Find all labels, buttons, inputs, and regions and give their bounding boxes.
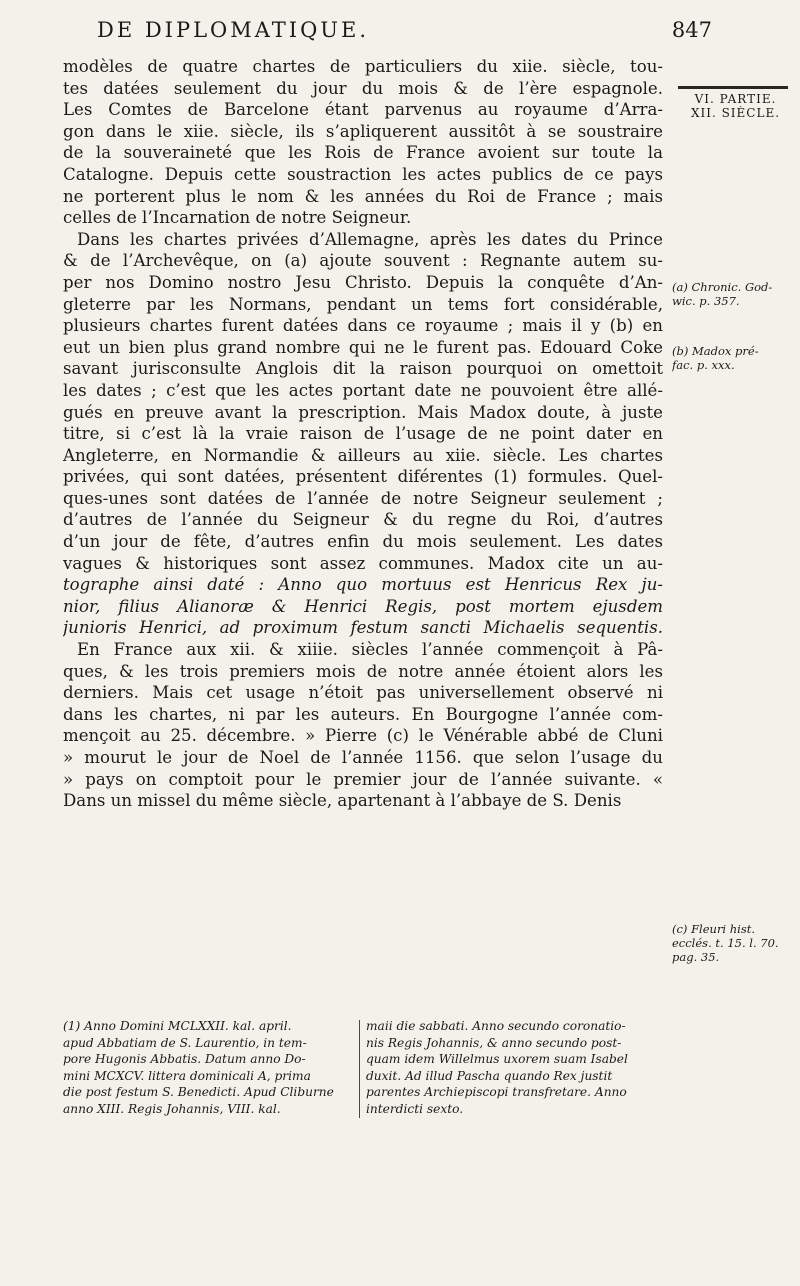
- text-line: vagues & historiques sont assez communes. Madox cite un au-: [63, 553, 663, 573]
- text-line: » mourut le jour de Noel de l’année 1156. que selon l’usage du: [63, 748, 663, 767]
- marginal-note-c: [672, 922, 792, 964]
- text-line: nior, filius Alianoræ & Henrici Regis, post mortem ejusdem: [63, 596, 663, 616]
- text-line: junioris Henrici, ad proximum festum sancti Michaelis sequentis.: [63, 618, 663, 638]
- text-line: celles de l’Incarnation de notre Seigneur.: [63, 208, 412, 228]
- text-line: modèles de quatre chartes de particuliers du xiie. siècle, tou-: [63, 57, 663, 76]
- text-line: ques, & les trois premiers mois de notre année étoient alors les: [63, 661, 663, 681]
- marginal-note-line: ecclés. t. 15. l. 70.: [672, 936, 779, 950]
- text-line: derniers. Mais cet usage n’étoit pas universellement observé ni: [63, 683, 663, 703]
- footnote-divider: [359, 1020, 360, 1118]
- text-line: En France aux xii. & xiiie. siècles l’année commençoit à Pâ-: [77, 640, 663, 660]
- marginal-note-b: [672, 344, 792, 372]
- text-line: les dates ; c’est que les actes portant date ne pouvoient être allé-: [63, 380, 663, 400]
- footnote-line: pore Hugonis Abbatis. Datum anno Do-: [63, 1052, 306, 1066]
- part-label: VI. PARTIE.: [694, 92, 777, 106]
- text-line: mençoit au 25. décembre. » Pierre (c) le Vénérable abbé de Cluni: [63, 726, 663, 746]
- footnote-line: (1) Anno Domini MCLXXII. kal. april.: [63, 1019, 292, 1033]
- text-line: eut un bien plus grand nombre qui ne le furent pas. Edouard Coke: [63, 337, 663, 357]
- text-line: Dans les chartes privées d’Allemagne, après les dates du Prince: [77, 229, 663, 249]
- text-line: per nos Domino nostro Jesu Christo. Depuis la conquête d’An-: [63, 272, 663, 292]
- text-line: » pays on comptoit pour le premier jour de l’année suivante. «: [63, 769, 663, 789]
- text-line: Dans un missel du même siècle, apartenant à l’abbaye de S. Denis: [63, 791, 622, 811]
- running-head-right: [678, 92, 793, 120]
- marginal-note-a: [672, 280, 792, 308]
- page-number: 847: [671, 18, 712, 42]
- text-line: plusieurs chartes furent datées dans ce royaume ; mais il y (b) en: [63, 316, 663, 336]
- footnote-line: anno XIII. Regis Johannis, VIII. kal.: [63, 1101, 281, 1116]
- footnote-line: maii die sabbati. Anno secundo coronatio-: [366, 1019, 626, 1033]
- marginal-note-line: (b) Madox pré-: [672, 344, 759, 358]
- page-header: [97, 18, 712, 46]
- text-line: gleterre par les Normans, pendant un tems fort considérable,: [63, 294, 663, 314]
- footnote-line: duxit. Ad illud Pascha quando Rex justit: [366, 1068, 613, 1083]
- footnote-line: nis Regis Johannis, & anno secundo post-: [366, 1035, 622, 1050]
- marginal-note-line: wic. p. 357.: [672, 294, 740, 308]
- text-line: Catalogne. Depuis cette soustraction les actes publics de ce pays: [63, 164, 663, 184]
- text-line: & de l’Archevêque, on (a) ajoute souvent : Regnante autem su-: [63, 251, 663, 271]
- marginal-rule: [678, 86, 788, 89]
- text-line: gués en preuve avant la prescription. Mais Madox doute, à juste: [63, 402, 663, 422]
- text-line: d’autres de l’année du Seigneur & du regne du Roi, d’autres: [63, 510, 663, 530]
- footnote-line: interdicti sexto.: [366, 1101, 464, 1116]
- marginal-note-line: (a) Chronic. God-: [672, 280, 773, 294]
- main-text: [63, 56, 663, 812]
- text-line: dans les chartes, ni par les auteurs. En Bourgogne l’année com-: [63, 704, 663, 724]
- text-line: Les Comtes de Barcelone étant parvenus au royaume d’Arra-: [63, 100, 663, 120]
- footnote-line: mini MCXCV. littera dominicali A, prima: [63, 1068, 311, 1083]
- footnote-line: quam idem Willelmus uxorem suam Isabel: [366, 1052, 628, 1066]
- marginal-note-line: pag. 35.: [672, 950, 720, 964]
- text-line: gon dans le xiie. siècle, ils s’apliquerent aussitôt à se soustraire: [63, 121, 663, 141]
- text-line: savant jurisconsulte Anglois dit la raison pourquoi on omettoit: [63, 359, 663, 379]
- text-line: d’un jour de fête, d’autres enfin du mois seulement. Les dates: [63, 532, 663, 552]
- footnote-line: parentes Archiepiscopi transfretare. Anno: [366, 1085, 627, 1099]
- footnote-line: apud Abbatiam de S. Laurentio, in tem-: [63, 1035, 307, 1050]
- text-line: ques-unes sont datées de l’année de notre Seigneur seulement ;: [63, 488, 663, 508]
- text-line: ne porterent plus le nom & les années du Roi de France ; mais: [63, 186, 663, 206]
- text-line: privées, qui sont datées, présentent diférentes (1) formules. Quel-: [63, 467, 663, 487]
- text-line: tes datées seulement du jour du mois & de l’ère espagnole.: [63, 78, 663, 98]
- text-line: titre, si c’est là la vraie raison de l’usage de ne point dater en: [63, 424, 663, 444]
- marginal-note-line: fac. p. xxx.: [672, 358, 735, 372]
- text-line: tographe ainsi daté : Anno quo mortuus est Henricus Rex ju-: [63, 575, 663, 595]
- running-title: DE DIPLOMATIQUE.: [97, 18, 370, 42]
- footnote-line: die post festum S. Benedicti. Apud Cliburne: [63, 1085, 334, 1099]
- century-label: XII. SIÈCLE.: [690, 106, 781, 120]
- marginal-note-line: (c) Fleuri hist.: [672, 922, 756, 936]
- footnote-column-right: [366, 1018, 658, 1117]
- text-line: de la souveraineté que les Rois de France avoient sur toute la: [63, 143, 663, 163]
- text-line: Angleterre, en Normandie & ailleurs au xiie. siècle. Les chartes: [63, 445, 663, 465]
- footnote-column-left: [63, 1018, 355, 1117]
